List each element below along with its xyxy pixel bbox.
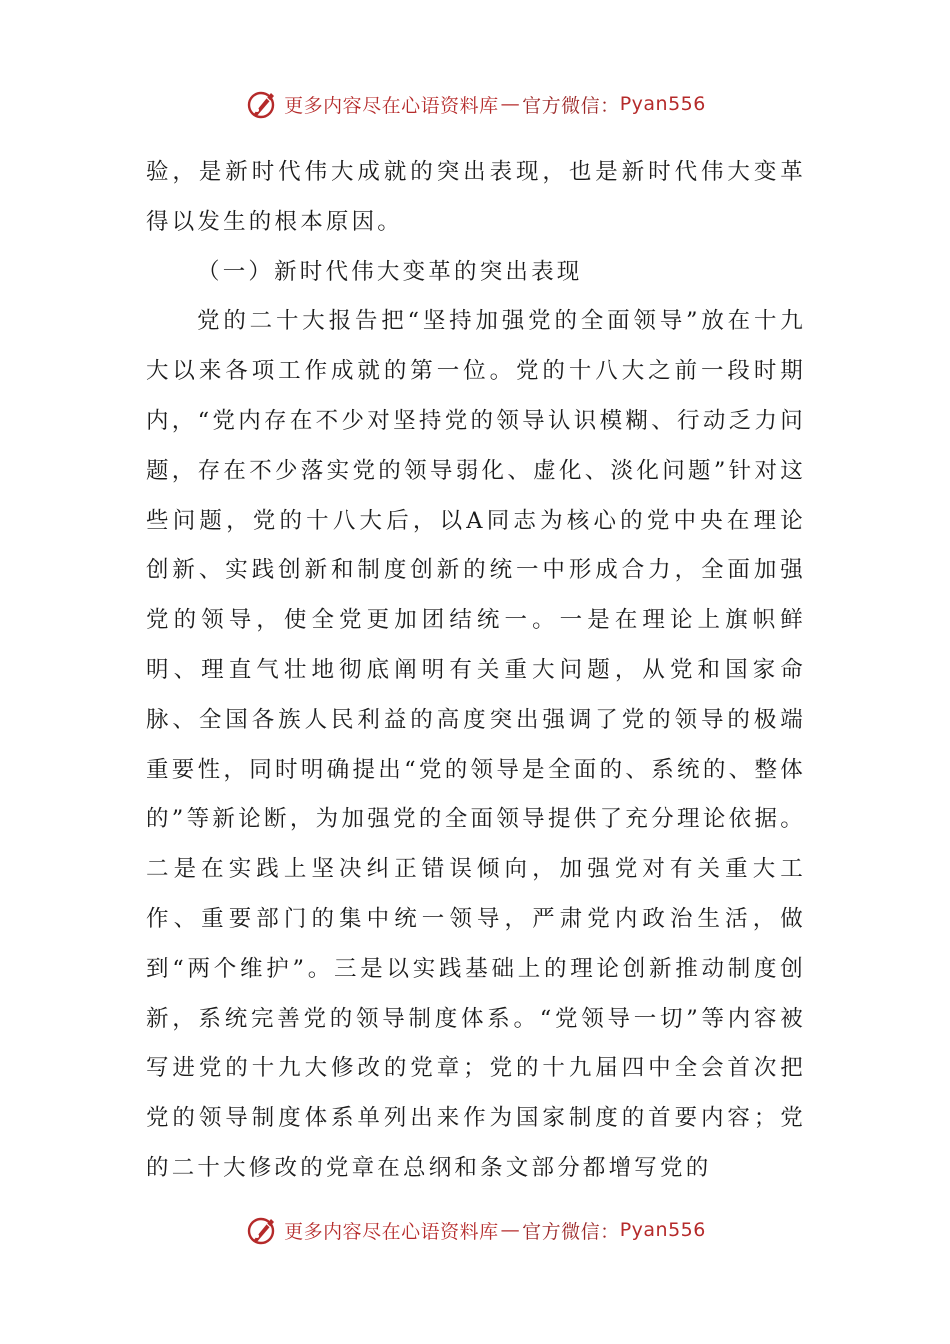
banner-wechat-label: 官方微信： bbox=[522, 94, 620, 117]
section-heading: （一）新时代伟大变革的突出表现 bbox=[197, 258, 583, 285]
paragraph-main: 党的二十大报告把“坚持加强党的全面领导”放在十九大以来各项工作成就的第一位。党的十八大之前一段时期内，“党内存在不少对坚持党的领导认识模糊、行动乏力问题，存在不少落实党的领导弱化、虚化、淡化问题”针对这些问题，党的十八大后，以A同志为核心的党中央在理论创新、实践创新和制度创新的统一中形成合力，全面加强党的领导，使全党更加团结统一。一是在理论上旗帜鲜明、理直气壮地彻底阐明有关重大问题，从党和国家命脉、全国各族人民利益的高度突出强调了党的领导的极端重要性，同时明确提出“党的领导是全面的、系统的、整体的”等新论断，为加强党的全面领导提供了充分理论依据。二是在实践上坚决纠正错误倾向，加强党对有关重大工作、重要部门的集中统一领导，严肃党内政治生活，做到“两个维护”。三是以实践基础上的理论创新推动制度创新，系统完善党的领导制度体系。“党领导一切”等内容被写进党的十九大修改的党章；党的十九届四中全会首次把党的领导制度体系单列出来作为国家制度的首要内容；党的二十大修改的党章在总纲和条文部分都增写党的 bbox=[146, 308, 806, 1181]
banner-wechat-label: 官方微信： bbox=[522, 1220, 620, 1243]
paragraph-continuation: 验，是新时代伟大成就的突出表现，也是新时代伟大变革得以发生的根本原因。 bbox=[146, 159, 806, 235]
banner-wechat-id: Pyan556 bbox=[619, 93, 706, 115]
banner-site-name: 更多内容尽在心语资料库 bbox=[284, 1220, 499, 1243]
banner-separator: — bbox=[500, 1219, 521, 1241]
quill-logo-icon bbox=[244, 87, 278, 121]
banner-wechat-id: Pyan556 bbox=[619, 1219, 706, 1241]
footer-watermark-banner bbox=[0, 1210, 950, 1250]
document-body bbox=[146, 148, 806, 1194]
header-watermark-banner bbox=[0, 84, 950, 124]
banner-site-name: 更多内容尽在心语资料库 bbox=[284, 94, 499, 117]
banner-separator: — bbox=[500, 93, 521, 115]
quill-logo-icon bbox=[244, 1213, 278, 1247]
